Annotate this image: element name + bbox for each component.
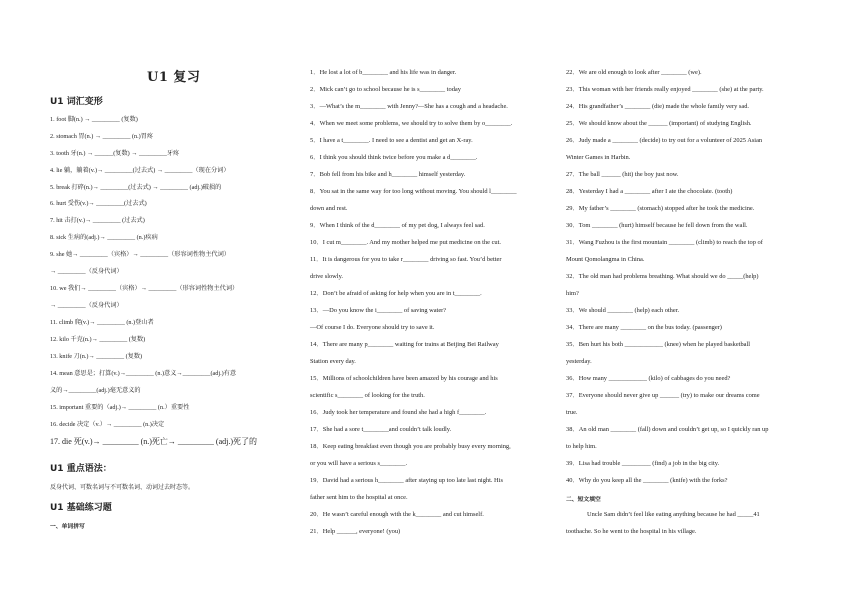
exercise-line: 18．Keep eating breakfast even though you are probably busy every morning, <box>310 443 511 450</box>
vocab-item: 16. decide 决定（v.）→ _________ (n.)决定 <box>50 421 165 428</box>
exercise-line: 34．There are many ________ on the bus today. (passenger) <box>566 324 722 331</box>
vocab-item: 8. sick 生病的(adj.)→ _________ (n.)疾病 <box>50 234 158 241</box>
exercise-line: 12．Don’t be afraid of asking for help when you are in t________. <box>310 290 482 297</box>
vocab-item: 7. hit 击打(v.)→ _________ (过去式) <box>50 217 145 224</box>
exercise-line: down and rest. <box>310 205 348 212</box>
exercise-line: 26．Judy made a ________ (decide) to try out for a volunteer of 2025 Asian <box>566 137 763 144</box>
vocab-item: 1. foot 脚(n.) → _________ (复数) <box>50 116 138 123</box>
exercise-line: 27．The ball ______ (hit) the boy just now. <box>566 171 679 178</box>
vocab-item: 12. kilo 千克(n.)→ _________ (复数) <box>50 336 146 343</box>
subsection-spelling: 一、单词拼写 <box>50 524 85 530</box>
exercise-line: 35．Ben hurt his both ____________ (knee) when he played basketball <box>566 341 751 348</box>
exercise-line: 11．It is dangerous for you to take r________ driving so fast. You’d better <box>310 256 502 263</box>
vocab-item: 14. mean 意思是；打算(v.)→_________ (n.)意义→_________(adj.)有意 <box>50 370 237 377</box>
exercise-line: 31．Wang Fuzhou is the first mountain ________ (climb) to reach the top of <box>566 239 763 246</box>
section-basic-heading: U1 基础练习题 <box>50 503 112 513</box>
exercise-line: Winter Games in Harbin. <box>566 154 631 161</box>
vocab-item: 3. tooth 牙(n.) → ______(复数) → _________牙疼 <box>50 150 180 157</box>
exercise-line: Station every day. <box>310 358 356 365</box>
vocab-item: 6. hurt 受伤(v.)→ _________(过去式) <box>50 200 147 207</box>
exercise-line: 9．When I think of the d________ of my pet dog, I always feel sad. <box>310 222 485 229</box>
vocab-item: → _________（反身代词） <box>50 268 123 275</box>
exercise-line: toothache. So he went to the hospital in his village. <box>566 528 697 535</box>
exercise-line: 21．Help ______, everyone! (you) <box>310 528 401 535</box>
exercise-line: 19．David had a serious h________ after staying up too late last night. His <box>310 477 503 484</box>
exercise-line: 23．This woman with her friends really enjoyed ________ (she) at the party. <box>566 86 764 93</box>
vocab-item: 17. die 死(v.)→ _________ (n.)死亡→ _________ (adj.)死了的 <box>50 437 258 446</box>
exercise-line: drive slowly. <box>310 273 343 280</box>
vocab-item: 10. we 我们→ _________（宾格）→ _________（形容词性物主代词） <box>50 285 239 292</box>
grammar-note: 反身代词、可数名词与不可数名词、动词过去时态等。 <box>50 484 195 491</box>
exercise-line: Mount Qomolangma in China. <box>566 256 645 263</box>
exercise-line: Uncle Sam didn’t feel like eating anything because he had _____41 <box>587 511 760 518</box>
exercise-line: 4．When we meet some problems, we should try to solve them by o________. <box>310 120 513 127</box>
exercise-line: 33．We should ________ (help) each other. <box>566 307 680 314</box>
exercise-line: 30．Tom ________ (hurt) himself because he fell down from the wall. <box>566 222 748 229</box>
exercise-line: 17．She had a sore t________and couldn’t talk loudly. <box>310 426 452 433</box>
exercise-line: 22．We are old enough to look after ________ (we). <box>566 69 702 76</box>
exercise-line: 10．I cut m________. And my mother helped me put medicine on the cut. <box>310 239 501 246</box>
exercise-line: 32．The old man had problems breathing. What should we do _____(help) <box>566 273 759 280</box>
exercise-line: 24．His grandfather’s ________ (die) made the whole family very sad. <box>566 103 750 110</box>
exercise-line: 5．I have a t________. I need to see a dentist and get an X-ray. <box>310 137 473 144</box>
vocab-item: 15. important 重要的（adj.)→ _________ (n.）重要性 <box>50 404 190 411</box>
exercise-line: 40．Why do you keep all the ________ (knife) with the forks? <box>566 477 728 484</box>
exercise-line: 7．Bob fell from his bike and h________ himself yesterday. <box>310 171 466 178</box>
exercise-line: 25．We should know about the ______ (important) of studying English. <box>566 120 752 127</box>
vocab-item: 义的→_________(adj.)毫无意义的 <box>50 387 141 394</box>
exercise-line: 36．How many ____________ (kilo) of cabbages do you need? <box>566 375 731 382</box>
page-title: U1 复习 <box>147 70 201 85</box>
exercise-line: 29．My father’s ________ (stomach) stopped after he took the medicine. <box>566 205 755 212</box>
vocab-item: 11. climb 爬(v.)→ _________ (n.)登山者 <box>50 319 154 326</box>
vocab-item: 5. break 打碎(n.)→ _________(过去式) → _________ (adj.)破损的 <box>50 184 222 191</box>
vocab-item: 2. stomach 胃(n.) → _________ (n.)胃疼 <box>50 133 154 140</box>
section-vocab-heading: U1 词汇变形 <box>50 97 103 107</box>
exercise-line: true. <box>566 409 578 416</box>
exercise-line: yesterday. <box>566 358 592 365</box>
exercise-line: to help him. <box>566 443 597 450</box>
exercise-line: 37．Everyone should never give up ______ (try) to make our dreams come <box>566 392 760 399</box>
exercise-line: 8．You sat in the same way for too long without moving. You should l________ <box>310 188 517 195</box>
exercise-line: 20．He wasn’t careful enough with the k________ and cut himself. <box>310 511 484 518</box>
exercise-line: 38．An old man ________ (fall) down and couldn’t get up, so I quickly ran up <box>566 426 769 433</box>
vocab-item: → _________（反身代词） <box>50 302 123 309</box>
section-grammar-heading: U1 重点语法： <box>50 464 112 474</box>
vocab-item: 4. lie 躺，躺着(v.)→ _________(过去式) → _________（现在分词） <box>50 167 230 174</box>
exercise-line: father sent him to the hospital at once. <box>310 494 408 501</box>
exercise-line: 16．Judy took her temperature and found she had a high f________. <box>310 409 487 416</box>
exercise-line: 15．Millions of schoolchildren have been amazed by his courage and his <box>310 375 498 382</box>
exercise-line: 39．Lisa had trouble _________ (find) a job in the big city. <box>566 460 720 467</box>
vocab-item: 13. knife 刀(n.)→ _________ (复数) <box>50 353 143 360</box>
exercise-line: 1．He lost a lot of b________ and his life was in danger. <box>310 69 457 76</box>
exercise-line: 2．Mick can’t go to school because he is s________ today <box>310 86 461 93</box>
exercise-line: —Of course I do. Everyone should try to save it. <box>310 324 435 331</box>
exercise-line: him? <box>566 290 579 297</box>
exercise-line: 6．I think you should think twice before you make a d________. <box>310 154 478 161</box>
exercise-line: 13．—Do you know the i________ of saving water? <box>310 307 447 314</box>
exercise-line: or you will have a serious s________. <box>310 460 408 467</box>
exercise-line: scientific s________ of looking for the truth. <box>310 392 425 399</box>
vocab-item: 9. she 她→ _________（宾格）→ _________（形容词性物主代词） <box>50 251 230 258</box>
subsection-cloze: 二、短文填空 <box>566 497 601 503</box>
exercise-line: 14．There are many p________ waiting for trains at Beijing Bei Railway <box>310 341 499 348</box>
exercise-line: 28．Yesterday I had a ________ after I ate the chocolate. (tooth) <box>566 188 733 195</box>
exercise-line: 3．—What’s the m________ with Jenny?—She has a cough and a headache. <box>310 103 508 110</box>
